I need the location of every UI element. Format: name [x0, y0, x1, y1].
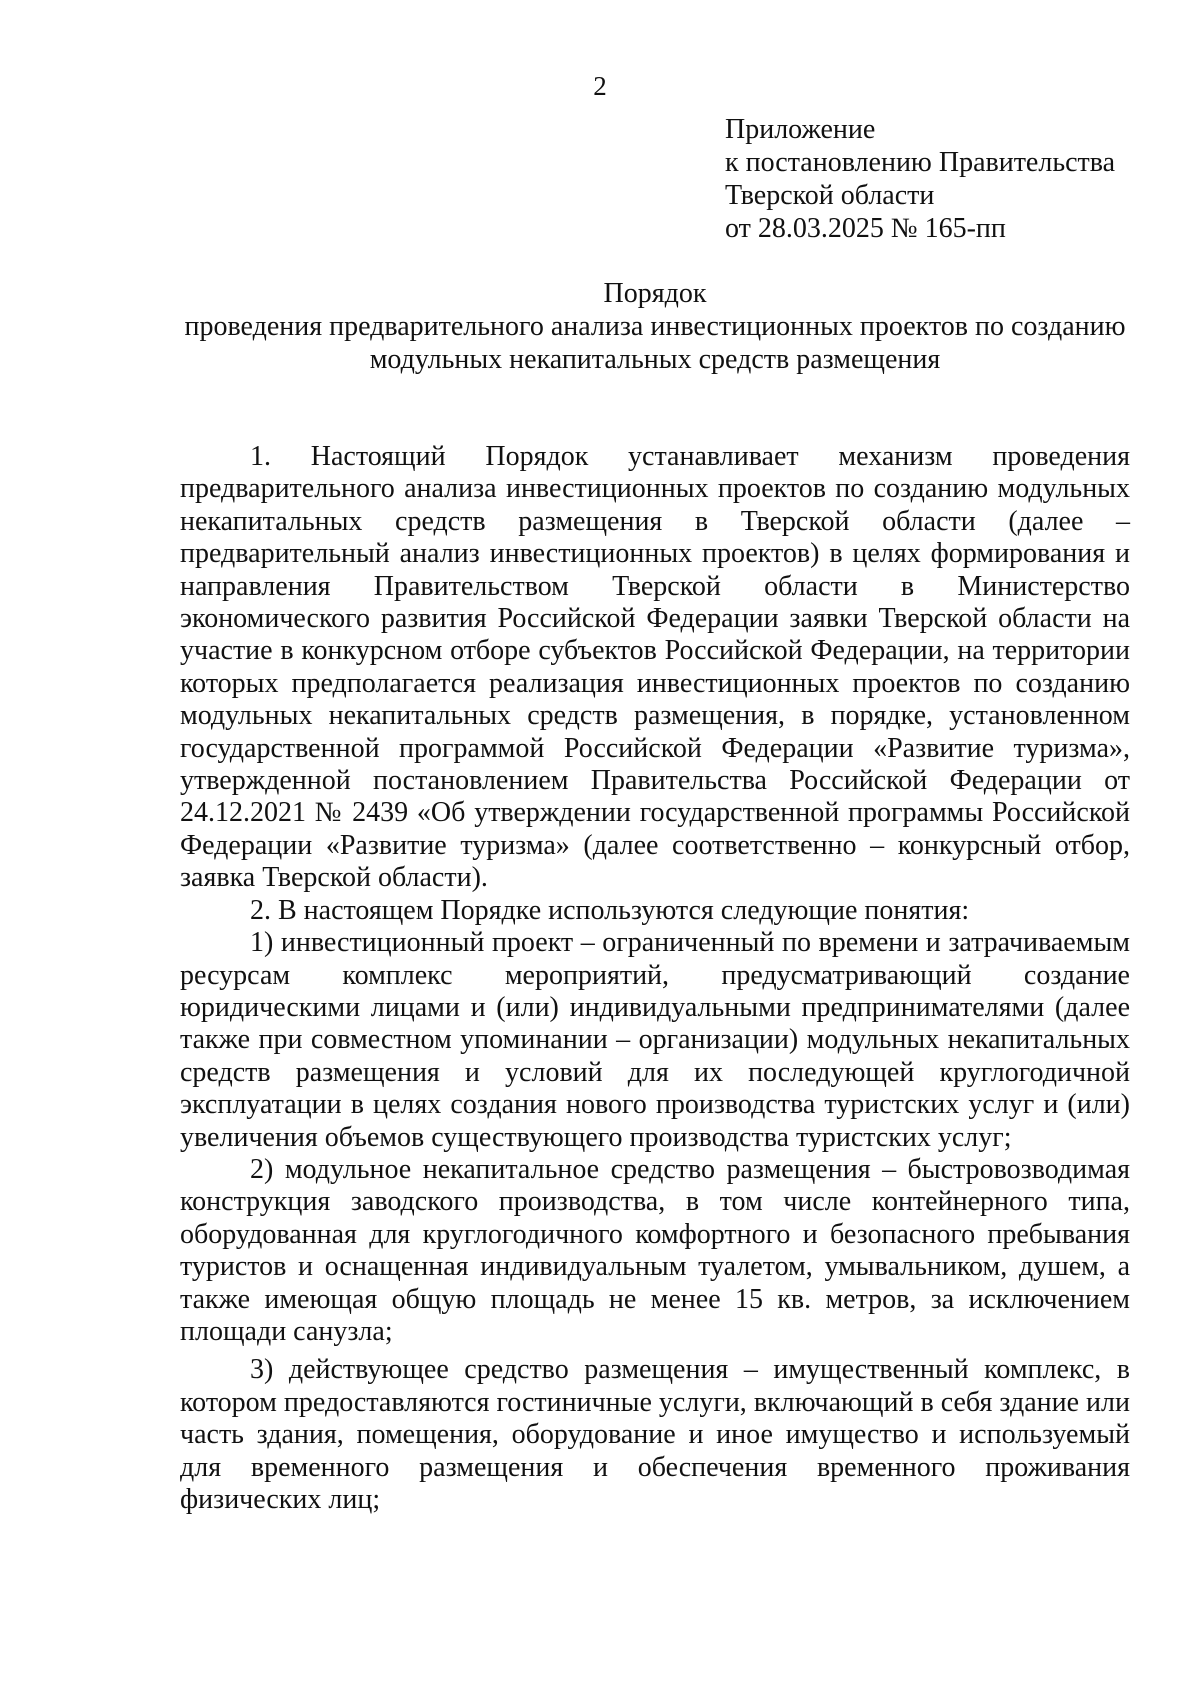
appendix-block: [725, 113, 1165, 245]
definition-2: 2) модульное некапитальное средство размещения – быстровозводимая конструкция заводского производства, в том числе контейнерного типа, оборудованная для круглогодичного комфортного и безопасного пребывания туристов и оснащенная индивидуальным туалетом, умывальником, душем, а также имеющая общую площадь не менее 15 кв. метров, за исключением площади санузла;: [180, 1153, 1130, 1347]
document-title: Порядок: [603, 278, 707, 309]
definition-1: 1) инвестиционный проект – ограниченный по времени и затрачиваемым ресурсам комплекс мероприятий, предусматривающий создание юридическими лицами и (или) индивидуальными предпринимателями (далее также при совместном упоминании – организации) модульных некапитальных средств размещения и условий для их последующей круглогодичной эксплуатации в целях создания нового производства туристских услуг и (или) увеличения объемов существующего производства туристских услуг;: [180, 927, 1130, 1153]
page-number: 2: [593, 71, 607, 101]
appendix-line: к постановлению Правительства: [725, 147, 1116, 178]
document-subtitle: проведения предварительного анализа инвестиционных проектов по созданию модульных некапитальных средств размещения: [184, 311, 1126, 375]
appendix-line: Приложение: [725, 114, 876, 145]
document-body: [180, 441, 1130, 1516]
appendix-line: Тверской области: [725, 180, 935, 211]
appendix-date-number: от 28.03.2025 № 165-пп: [725, 213, 1006, 244]
definition-3: 3) действующее средство размещения – имущественный комплекс, в котором предоставляются гостиничные услуги, включающий в себя здание или часть здания, помещения, оборудование и иное имущество и используемый для временного размещения и обеспечения временного проживания физических лиц;: [180, 1354, 1130, 1515]
paragraph-2: 2. В настоящем Порядке используются следующие понятия:: [250, 894, 970, 926]
paragraph-1: 1. Настоящий Порядок устанавливает механизм проведения предварительного анализа инвестиционных проектов по созданию модульных некапитальных средств размещения в Тверской области (далее – предварительный анализ инвестиционных проектов) в целях формирования и направления Правительством Тверской области в Министерство экономического развития Российской Федерации заявки Тверской области на участие в конкурсном отборе субъектов Российской Федерации, на территории которых предполагается реализация инвестиционных проектов по созданию модульных некапитальных средств размещения, в порядке, установленном государственной программой Российской Федерации «Развитие туризма», утвержденной постановлением Правительства Российской Федерации от 24.12.2021 № 2439 «Об утверждении государственной программы Российской Федерации «Развитие туризма» (далее соответственно – конкурсный отбор, заявка Тверской области).: [180, 441, 1130, 894]
